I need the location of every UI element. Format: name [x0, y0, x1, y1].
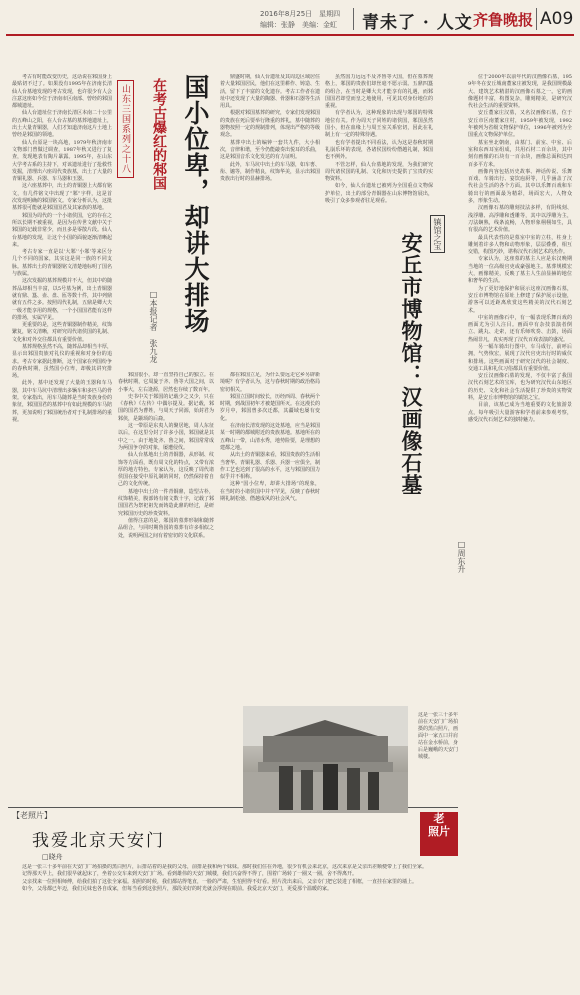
photo-caption: 这是一张三十多年前在天安门广场拍摄的黑白照片，画面中一家五口并肩站在金水桥前，身后是巍峨的天安门城楼。: [418, 712, 459, 760]
series-label: 山东三国系列之十八: [117, 80, 134, 178]
section-title: 青未了 · 人文: [362, 13, 473, 33]
article-subtitle: 在考古爆红的邾国: [151, 78, 167, 190]
paragraph: 史书中关于邾国的记载少之又少，只在《春秋》《左传》中偶尔提及。据记载，邾国的国君为曹姓，与周天子同源，始封君为邾侠，是颛顼的后裔。: [118, 393, 214, 422]
paragraph: 墓葬规格虽然不高，随葬品却相当丰厚，显示出邾国贵族对礼仪的重视和对身份的追求。考古专家据此推断，这个国家在列国纷争的春秋时期，虽然国小位卑，却极其讲究排场。: [12, 343, 112, 380]
article-author: □本报记者 张九龙: [149, 290, 158, 363]
paragraph: 考古专家一直是以‘大邾’‘小邾’等来区分几个不同的国家，其实这是同一族的不同支脉。墓葬出土的青铜器铭文清楚地标明了国名与族属。: [12, 249, 112, 278]
paragraph: 考古有时能改变历史，这话说在邾国身上最贴切不过了。如果没有1995年在济南长清仙人台墓地发现的考古发现，也许很少有人会注意这座如今位于济南市区南部、曾经的邾国都城遗址。: [12, 74, 112, 110]
paragraph: 如今，仙人台遗址已被列为全国重点文物保护单位，出土的部分青铜器在山东博物馆展出，吸引了众多参观者驻足观看。: [325, 183, 433, 205]
paragraph: 此外，车马坑中出土的车马器，如车軎、衔、镳等，制作精良，纹饰华美，显示出邾国贵族出行时的显赫排场。: [220, 161, 320, 183]
paragraph: 虽然国力远远不及齐鲁等大国，但在墓葬规格上，邾国的贵族们却丝毫不愿示弱。五鼎四簋的组合，在当时是卿大夫才能享有的礼遇，而邾国国君却堂而皇之地使用，可见其对身份地位的重视。: [325, 74, 433, 110]
header-rule: [6, 34, 574, 36]
paragraph: 从出土的青铜器来看，邾国贵族的生活相当奢华。青铜礼器、乐器、兵器一应俱全，制作工艺也达到了很高的水平，这与邾国的国力似乎并不相称。: [220, 452, 320, 481]
header-divider: [536, 8, 537, 30]
paragraph: 根据对邾国墓葬的研究，专家们发现邾国的贵族在死后要举行隆重的葬礼，墓中随葬的器物按照一定的规制排列，体现出严格的等级观念。: [220, 110, 320, 139]
column-stamp: 老 照片: [420, 812, 458, 856]
paragraph: 画像内容包括历史故事、神话传说、乐舞百戏、车骑出行、宴饮庖厨等，几乎涵盖了汉代社会生活的各个方面。其中以乐舞百戏和车骑出行的画面最为精彩，场面宏大，人物众多，形象生动。: [468, 168, 572, 205]
article3-tag: 【老照片】: [12, 811, 52, 820]
paragraph: 这一带原是东夷人的聚居地，周人东征以后，在这里分封了许多小国，邾国就是其中之一。由于地处齐、鲁之间，邾国常常成为两国争夺的对象，屡遭侵伐。: [118, 423, 214, 451]
paragraph: 汉画像石墓的雕刻技法多样，有阴线刻、浅浮雕、高浮雕和透雕等，其中以浮雕为主，刀法娴熟，线条流畅，人物形象栩栩如生，具有很高的艺术价值。: [468, 205, 572, 234]
paragraph: 此外，墓中还发现了大量的玉器和车马器，其中车马坑中清理出多辆车和多匹马的骨架。专家指出，用车马随葬是当时贵族身份的象征，邾国国君的墓葬中有如此规模的车马陪葬，更加说明了邾国统治者对于礼制排场的重视。: [12, 380, 112, 423]
paragraph: 鼎盛时期，仙人台遗址及其周边区域居住着大量邾国居民，他们在这里耕作、铸造、生活，留下了丰富的文化遗存。考古工作者在遗址中还发现了大量的陶器、骨器和石器等生活用具。: [220, 74, 320, 110]
paragraph: 父亲找来一位照相师傅，给我们拍了这张全家福。拍照的时候，我们都站得笔直，一脸的严肃，生怕照得不好看。照片洗出来后，父亲专门把它装进了相框，一直挂在家里的墙上。: [22, 878, 418, 885]
paragraph: 有学者认为，这种现象的出现与邾国的特殊地位有关。作为周天子同姓的诸侯国，邾国虽然国小，但在血缘上与周王室关系密切，因此在礼制上有一定的特殊待遇。: [325, 110, 433, 139]
article1-column-2: [118, 372, 214, 699]
paragraph: 安丘董家庄汉墓，又名汉画像石墓，位于安丘市区南董家庄村，1959年被发现，1992年被列为省级文物保护单位，1996年被列为全国重点文物保护单位。: [468, 110, 572, 139]
paragraph: 邾国为周代的一个小诸侯国，它的存在之所以长期不被重视，是因为在传世文献中关于邾国的记载非常少，而且多是零散片段。仙人台墓地的发现，让这个小国的面貌逐渐清晰起来。: [12, 212, 112, 248]
paragraph: 墓室坐北朝南，由墓门、前室、中室、后室和东西耳室组成，共用石材二百余块，其中刻有画像的石块有一百余块，画像总面积达四百多平方米。: [468, 139, 572, 168]
paragraph: 目前，该墓已成为当地重要的文化旅游景点，每年吸引大量游客和学者前来参观考察，感受汉代石刻艺术的独特魅力。: [468, 402, 572, 423]
paragraph: 墓地中出土的一件青铜鼎，造型古朴，纹饰精美，腹部铸有铭文数十字，记载了邾国国君为祭祀祖先而铸造此鼎的经过，是研究邾国历史的珍贵资料。: [118, 488, 214, 517]
paper-logo: 齐鲁晚报: [473, 11, 534, 29]
paragraph: 这是一张三十多年前在天安门广场拍摄的黑白照片，后排站着的是我的父母，前排是我和两个妹妹。那时我们住在外地，很少有机会来北京，这次来京是父亲出差顺便带上了我们全家。: [22, 864, 428, 870]
paragraph: 记得那天早上，我们很早就起床了，坐着公交车来到天安门广场。看到雄伟的天安门城楼，我们兴奋得不得了，围着广场转了一圈又一圈，舍不得离开。: [22, 871, 358, 878]
paragraph: 另一幅车骑出行图中，车马成行，前呼后拥，气势恢宏，展现了汉代官吏出行时的威仪和排场。这些画面对于研究汉代的社会制度、交通工具和礼仪习俗都具有重要价值。: [468, 343, 572, 372]
article3-author: □晓舟: [42, 853, 63, 861]
paragraph: 专家认为，这座墓的墓主人应是东汉晚期当地的一位高级官吏或豪强地主。墓葬规模宏大，画像精美，反映了墓主人生前显赫的地位和奢华的生活。: [468, 256, 572, 285]
header-date: 2016年8月25日 星期四: [260, 10, 341, 18]
paragraph: 仙人台遗址位于济南长清区本南二十公里的五峰山之阳，在人台古墓的墓葬地遗址上，出土大量青铜器，人们才知道济南这片土地上曾经是邾国的领地。: [12, 110, 112, 139]
paragraph: 墓葬中出土的编钟一套共九件，大小相次，音律和谐，至今仍能敲奏出悦耳的乐曲，这是邾国音乐文化发达的有力证明。: [220, 139, 320, 161]
article3-title: 我爱北京天安门: [32, 831, 165, 851]
article1-column-1: [12, 74, 112, 699]
paragraph: 这种“国小位卑，却讲大排场”的现象，在当时的小诸侯国中并不罕见，反映了春秋时期礼制松弛、僭越成风的社会风气。: [220, 481, 320, 503]
article2-kicker: 镇馆之宝: [430, 215, 445, 253]
article3-body: [12, 864, 460, 984]
article2-body: [468, 74, 572, 989]
paragraph: 在济南长清发现的这处墓地，应当是邾国某一时期的都城附近的贵族墓地。墓地所在的五峰山一带，山清水秀，地势险要，是理想的建都之地。: [220, 423, 320, 451]
paragraph: 这次发掘的墓葬规模并不大，但其中的随葬品却相当丰富，以5号墓为例，出土青铜器就有鼎、簋、壶、盘、匜等数十件，其中列鼎就有五件之多。按照周代礼制，五鼎是卿大夫一级才能享用的规格，一个小国国君能有这样的排场，实属罕见。: [12, 278, 112, 321]
article2-title: 安丘市博物馆：汉画像石墓: [399, 232, 424, 496]
paragraph: 中室的画像石中，有一幅表现乐舞百戏的画面尤为引人注目。画面中有杂技表演者倒立、跳丸、走索，还有乐师吹奏、击鼓，场面热闹非凡，真实再现了汉代百戏表演的盛况。: [468, 314, 572, 343]
paragraph: 值得注意的是，邾国的墓葬形制和随葬品组合，与同时期鲁国的墓葬有许多相似之处，说明两国之间有着密切的文化联系。: [118, 517, 214, 539]
header-divider: [353, 8, 354, 30]
paragraph: 位于2000年以前年代的汉画像石墓，1959年冬在安丘城南董家庄被发现，是我国规模最大、建筑艺术精湛的汉画像石墓之一。它的画像题材丰富，构图复杂，雕刻精美，是研究汉代社会生活的重要资料。: [468, 74, 572, 110]
page-number: A09: [540, 9, 574, 29]
old-photo-tiananmen: [243, 706, 408, 813]
paragraph: 更重要的是，这些青铜器制作精美，纹饰繁复，铭文清晰，对研究周代诸侯国的礼制、文化和对外交往都具有重要价值。: [12, 322, 112, 343]
article2-author: □周东升: [457, 540, 466, 573]
paragraph: 为了更好地保护和展示这座汉画像石墓，安丘市博物馆在原址上修建了保护展示设施，游客可以近距离欣赏这些精美的汉代石刻艺术。: [468, 285, 572, 314]
paragraph: 安丘汉画像石墓的发现，不仅丰富了我国汉代石刻艺术的宝库，也为研究汉代山东地区的历史、文化和社会生活提供了珍贵的实物资料，是安丘市博物馆的镇馆之宝。: [468, 373, 572, 402]
paragraph: 不管怎样，仙人台墓地的发现，为我们研究周代诸侯国的礼制、文化和历史提供了宝贵的实物资料。: [325, 161, 433, 183]
paragraph: 仙人台原是一块高地，1979年秋济南市文物部门曾做过调查，1987年秋又进行了复查，发现地表有陶片暴露。1995年，在山东大学考古系的主持下，对该遗址进行了抢救性发掘，清理出六座周代贵族墓，出土了大量的青铜礼器、兵器、车马器和玉器。: [12, 139, 112, 183]
paragraph: 也有学者提出不同看法，认为这是春秋时期礼崩乐坏的表现，各诸侯国纷纷僭越礼制，邾国也不例外。: [325, 139, 433, 161]
photo-illustration: [243, 706, 408, 813]
paragraph: 都在邾国立足，为什么要远走它乡另辟新境呢？有学者认为，这与春秋时期的政治格局密切相关。: [220, 372, 320, 393]
paragraph: 如今，父母都已年迈，我们兄妹也各自成家，但每当看到这张照片，那段美好的时光就会浮现在眼前。我爱北京天安门，更爱那个温暖的家。: [22, 885, 333, 892]
paragraph: 这六座墓葬中，出土的青铜器上大都有铭文，有几件铭文中出现了“邾”字样，这是首次发现明确的邾国铭文。专家分析认为，这批墓葬很可能就是邾国国君及其家族的墓地。: [12, 183, 112, 212]
header-editors: 编辑：张静 美编：金虹: [260, 21, 337, 29]
paragraph: 邾国立国时间较长，历经西周、春秋两个时期，到战国初年才被楚国所灭。在这漫长的岁月中，邾国曾多次迁都，其疆域也屡有变化。: [220, 393, 320, 422]
paragraph: 邾国很小，却一直坚持自己的独立。在春秋时期，它周旋于齐、鲁等大国之间，以小事大，左右逢源，居然也存续了数百年。: [118, 372, 214, 393]
article1-column-4: [220, 74, 320, 364]
paragraph: 仙人台墓地出土的青铜器，从形制、纹饰等方面看，既有周文化的特点，又带有浓厚的地方特色。专家认为，这反映了周代诸侯国在接受中原礼制的同时，仍然保持着自己的文化传统。: [118, 452, 214, 488]
paragraph: 最具代表性的是墓室中室的立柱，柱身上雕刻着许多人物和动物形象，层层叠叠，相互交错，构图巧妙，堪称汉代石刻艺术的杰作。: [468, 234, 572, 256]
article-title: 国小位卑，却讲大排场: [181, 74, 210, 334]
article1-column-3: [220, 372, 320, 699]
